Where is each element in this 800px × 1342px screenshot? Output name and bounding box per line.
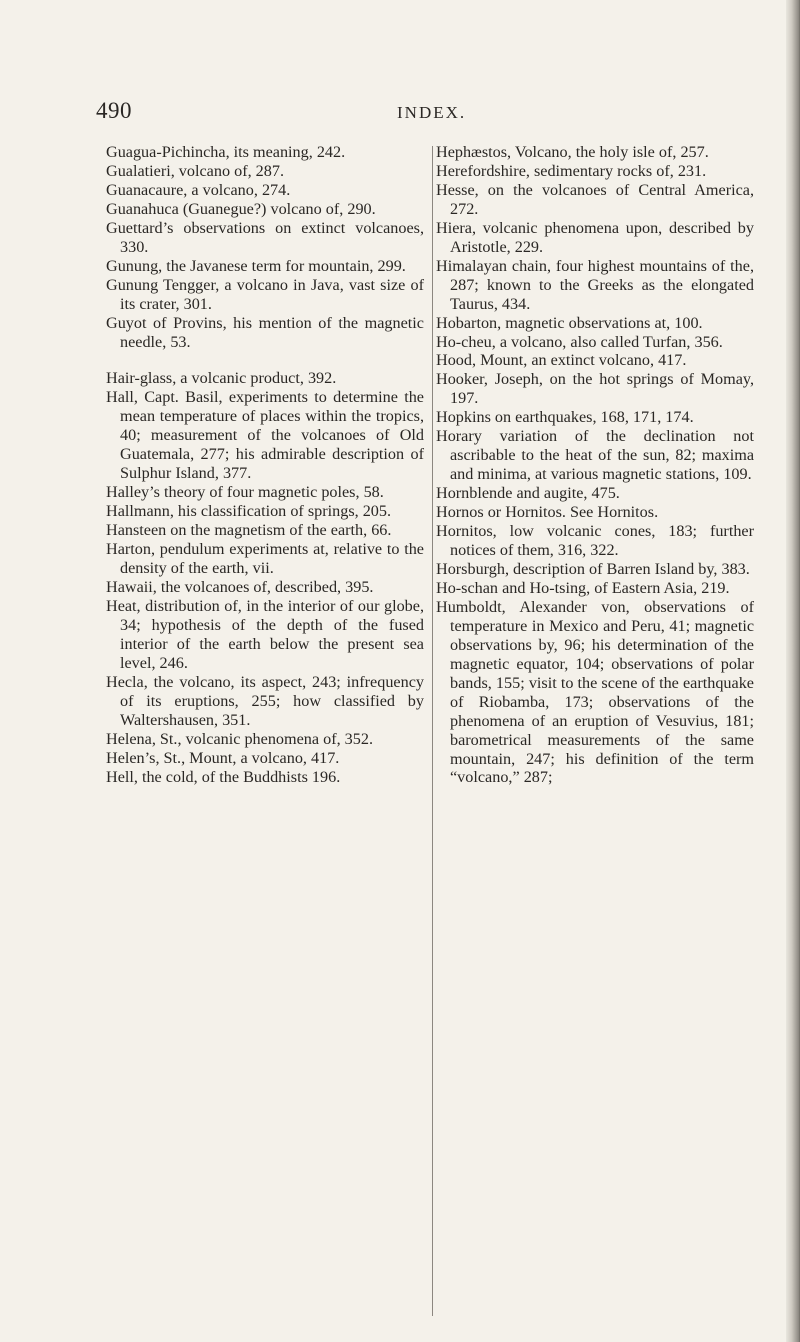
- right-column: [436, 143, 754, 787]
- running-head: INDEX.: [397, 103, 467, 122]
- index-entry: Hiera, volcanic phenomena upon, described by Aristotle, 229.: [436, 218, 754, 256]
- index-entry: Hornos or Hornitos. See Hornitos.: [436, 503, 659, 522]
- index-entry: Hopkins on earthquakes, 168, 171, 174.: [436, 408, 694, 427]
- index-entry: Himalayan chain, four highest mountains of the, 287; known to the Greeks as the elongated Taurus, 434.: [436, 256, 754, 313]
- column-divider: [432, 146, 433, 1316]
- index-entry: Harton, pendulum experiments at, relative to the density of the earth, vii.: [106, 540, 424, 578]
- index-entry: Ho-schan and Ho-tsing, of Eastern Asia, 219.: [436, 578, 730, 597]
- index-entry: Hobarton, magnetic observations at, 100.: [436, 313, 703, 332]
- index-entry: Halley’s theory of four magnetic poles, 58.: [106, 483, 384, 502]
- index-entry: Hall, Capt. Basil, experiments to determine the mean temperature of places within the tropics, 40; measurement of the volcanoes of Old Guatemala, 277; his admirable description of Sulphur Island, 377.: [106, 388, 424, 483]
- index-entry: Guagua-Pichincha, its meaning, 242.: [106, 143, 346, 161]
- page-edge-shadow: [786, 0, 800, 1342]
- index-entry: Horary variation of the declination not ascribable to the heat of the sun, 82; maxima and minima, at various magnetic stations, 109.: [436, 427, 754, 484]
- page-number: 490: [96, 98, 132, 123]
- index-entry: Guanahuca (Guanegue?) volcano of, 290.: [106, 199, 376, 218]
- section-gap: [106, 351, 424, 369]
- index-entry: Gunung Tengger, a volcano in Java, vast size of its crater, 301.: [106, 275, 424, 313]
- index-entry: Hawaii, the volcanoes of, described, 395.: [106, 577, 374, 596]
- index-entry: Ho-cheu, a volcano, also called Turfan, 356.: [436, 332, 723, 351]
- index-entry: Hephæstos, Volcano, the holy isle of, 257.: [436, 143, 709, 161]
- index-entry: Guettard’s observations on extinct volcanoes, 330.: [106, 218, 424, 256]
- index-entry: Helena, St., volcanic phenomena of, 352.: [106, 729, 374, 748]
- index-entry: Hornblende and augite, 475.: [436, 484, 620, 503]
- index-entry: Helen’s, St., Mount, a volcano, 417.: [106, 748, 340, 767]
- index-entry: Heat, distribution of, in the interior of our globe, 34; hypothesis of the depth of the fused interior of the earth below the present sea level, 246.: [106, 596, 424, 672]
- index-entry: Gunung, the Javanese term for mountain, 299.: [106, 256, 406, 275]
- index-entry: Hallmann, his classification of springs, 205.: [106, 502, 392, 521]
- index-entry: Hansteen on the magnetism of the earth, 66.: [106, 521, 392, 540]
- page-header: [0, 98, 800, 138]
- index-entry: Hell, the cold, of the Buddhists 196.: [106, 767, 341, 786]
- index-entry: Herefordshire, sedimentary rocks of, 231.: [436, 161, 707, 180]
- index-entry: Guyot of Provins, his mention of the magnetic needle, 53.: [106, 313, 424, 351]
- index-entry: Hesse, on the volcanoes of Central America, 272.: [436, 180, 754, 218]
- index-entry: Guanacaure, a volcano, 274.: [106, 180, 291, 199]
- index-entry: Hornitos, low volcanic cones, 183; further notices of them, 316, 322.: [436, 522, 754, 560]
- left-column: [106, 143, 424, 786]
- index-entry: Hair-glass, a volcanic product, 392.: [106, 369, 337, 388]
- index-entry: Hood, Mount, an extinct volcano, 417.: [436, 351, 687, 370]
- index-entry: Horsburgh, description of Barren Island by, 383.: [436, 559, 750, 578]
- index-entry: Hooker, Joseph, on the hot springs of Momay, 197.: [436, 370, 754, 408]
- index-entry: Humboldt, Alexander von, observations of temperature in Mexico and Peru, 41; magnetic observations by, 96; his determination of the magnetic equator, 104; observations of polar bands, 155; visit to the scene of the earthquake of Riobamba, 173; observations of the phenomena of an eruption of Vesuvius, 181; barometrical measurements of the same mountain, 247; his definition of the term “volcano,” 287;: [436, 597, 754, 787]
- index-entry: Gualatieri, volcano of, 287.: [106, 161, 285, 180]
- index-entry: Hecla, the volcano, its aspect, 243; infrequency of its eruptions, 255; how classified by Waltershausen, 351.: [106, 672, 424, 729]
